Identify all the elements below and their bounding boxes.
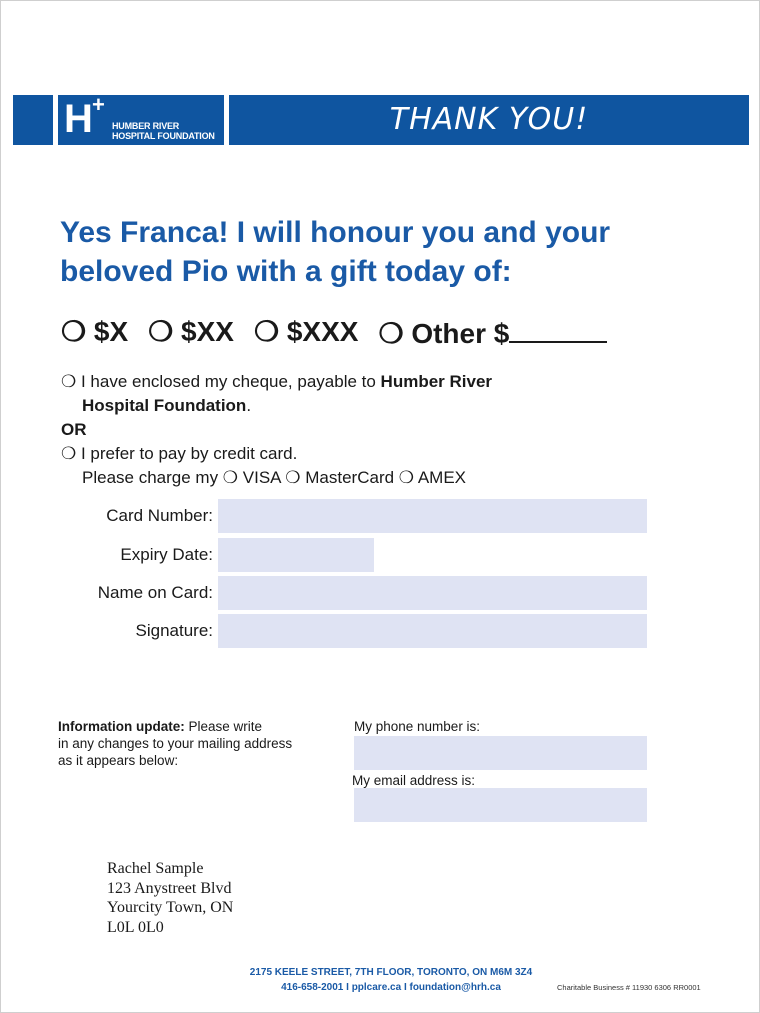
expiry-field[interactable] [218, 538, 374, 572]
header-band-left [13, 95, 53, 145]
card-number-row [1, 499, 760, 533]
info-line-2: in any changes to your mailing address [58, 736, 293, 751]
card-type-mastercard[interactable]: ❍ MasterCard [285, 468, 395, 487]
name-on-card-field[interactable] [218, 576, 647, 610]
expiry-label: Expiry Date: [120, 545, 213, 564]
cheque-payee-1: Humber River [380, 372, 493, 391]
signature-field[interactable] [218, 614, 647, 648]
card-type-amex[interactable]: ❍ AMEX [398, 468, 466, 487]
credit-card-option[interactable]: ❍ I prefer to pay by credit card. [61, 444, 298, 463]
cheque-suffix: . [246, 396, 252, 415]
thank-you-text: THANK YOU! [389, 102, 589, 137]
logo-plus: + [92, 92, 105, 117]
address-postal: L0L 0L0 [107, 918, 164, 936]
headline-line-2: beloved Pio with a gift today of: [60, 255, 512, 288]
address-street: 123 Anystreet Blvd [107, 879, 232, 897]
amount-option-xxx[interactable]: ❍ $XXX [253, 316, 359, 347]
name-on-card-row [1, 576, 760, 610]
cheque-option[interactable] [61, 370, 581, 394]
phone-label: My phone number is: [354, 719, 481, 734]
signature-row [1, 614, 760, 648]
logo-line-2: HOSPITAL FOUNDATION [112, 131, 215, 141]
charge-prefix: Please charge my [82, 468, 223, 487]
signature-label: Signature: [135, 621, 213, 640]
footer-contact [181, 965, 601, 995]
email-field[interactable] [354, 788, 647, 822]
cheque-text: ❍ I have enclosed my cheque, payable to [61, 372, 381, 391]
amount-option-other[interactable] [378, 313, 607, 353]
name-on-card-label: Name on Card: [97, 583, 213, 602]
cheque-option-line-2 [61, 394, 581, 418]
card-type-line [61, 466, 581, 490]
other-amount-blank[interactable] [509, 313, 607, 343]
info-text-1: Please write [184, 719, 263, 734]
card-number-field[interactable] [218, 499, 647, 533]
foundation-logo [58, 92, 224, 145]
info-line-1 [58, 718, 328, 735]
headline [60, 213, 680, 291]
amount-option-x[interactable]: ❍ $X [61, 316, 129, 347]
amount-option-other-label: ❍ Other $ [378, 318, 510, 349]
or-divider [61, 418, 581, 442]
address-city: Yourcity Town, ON [107, 899, 234, 916]
charity-number: Charitable Business # 11930 6306 RR0001 [557, 983, 701, 992]
thank-you-banner [229, 95, 749, 145]
expiry-row [1, 538, 760, 572]
email-label: My email address is: [352, 773, 476, 788]
mailing-address [107, 859, 233, 937]
card-number-label: Card Number: [106, 506, 213, 525]
info-line-3: as it appears below: [58, 753, 179, 768]
logo-wordmark [112, 121, 215, 141]
address-name: Rachel Sample [107, 860, 204, 877]
phone-field[interactable] [354, 736, 647, 770]
gift-amount-options [61, 313, 607, 353]
card-type-visa[interactable]: ❍ VISA [222, 468, 281, 487]
or-text: OR [61, 420, 87, 439]
info-title: Information update: [58, 719, 185, 734]
footer-address: 2175 KEELE STREET, 7TH FLOOR, TORONTO, ON M6M 3Z4 [249, 967, 533, 978]
cheque-payee-2: Hospital Foundation [82, 396, 247, 415]
headline-line-1: Yes Franca! I will honour you and your [60, 216, 611, 249]
logo-line-1: HUMBER RIVER [112, 121, 180, 131]
payment-method [61, 370, 581, 490]
information-update [58, 718, 328, 769]
footer-contact-line: 416-658-2001 I pplcare.ca I foundation@hrh.ca [281, 982, 501, 993]
amount-option-xx[interactable]: ❍ $XX [148, 316, 234, 347]
logo-mark: H [64, 97, 92, 141]
